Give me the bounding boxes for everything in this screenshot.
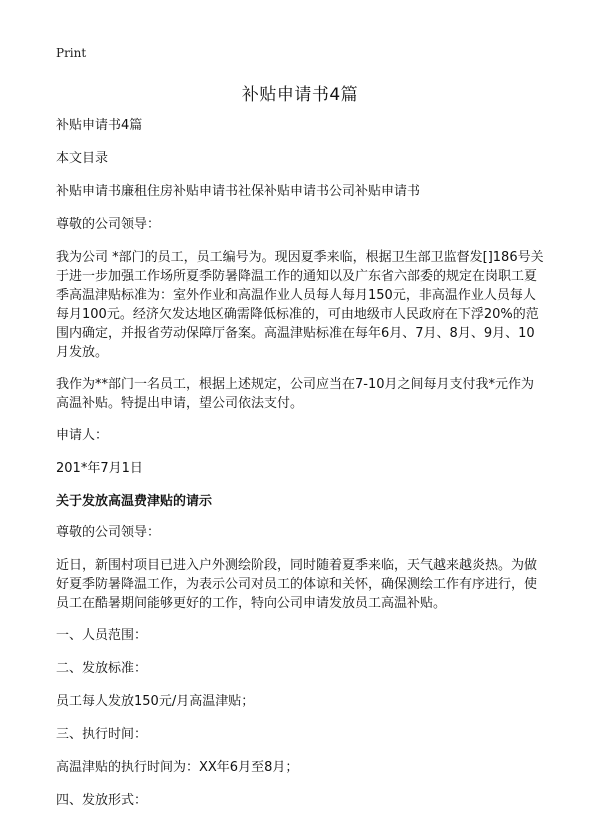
page-title: 补贴申请书4篇 [241,85,359,105]
letter2-paragraph-1: 近日，新围村项目已进入户外测绘阶段，同时随着夏季来临，天气越来越炎热。为做好夏季防暑降温工作，为表示公司对员工的体谅和关怀，确保测绘工作有序进行，使员工在酷暑期间能够更好的工作，特向公司申请发放员工高温补贴。 [56,558,538,611]
letter1-applicant-label: 申请人： [56,428,109,443]
letter2-item-3-value: 高温津贴的执行时间为：XX年6月至8月； [56,760,299,775]
letter2-item-2-value: 员工每人发放150元/月高温津贴； [56,694,255,709]
letter2-item-1: 一、人员范围： [56,628,148,643]
letter1-paragraph-1: 我为公司 *部门的员工，员工编号为。现因夏季来临，根据卫生部卫监督发[]186号关于进一步加强工作场所夏季防暑降温工作的通知以及广东省六部委的规定在岗职工夏季高温津贴标准为：室外作业和高温作业人员每人每月150元，非高温作业人员每人每月100元。经济欠发达地区确需降低标准的，可由地级市人民政府在下浮20%的范围内确定，并报省劳动保障厅备案。高温津贴标准在每年6月、7月、8月、9月、10月发放。 [56,250,544,360]
letter2-item-4: 四、发放形式： [56,793,148,808]
letter2-item-2: 二、发放标准： [56,661,148,676]
letter2-heading: 关于发放高温费津贴的请示 [56,494,213,509]
letter2-item-3: 三、执行时间： [56,727,148,742]
document-subtitle: 补贴申请书4篇 [56,118,143,133]
toc-line: 补贴申请书廉租住房补贴申请书社保补贴申请书公司补贴申请书 [56,184,421,199]
print-link[interactable]: Print [56,46,87,60]
letter1-date: 201*年7月1日 [56,461,143,476]
letter2-salutation: 尊敬的公司领导： [56,525,161,540]
letter1-salutation: 尊敬的公司领导： [56,217,161,232]
toc-heading: 本文目录 [56,151,109,166]
letter1-paragraph-2: 我作为**部门一名员工，根据上述规定，公司应当在7-10月之间每月支付我*元作为高温补贴。特提出申请，望公司依法支付。 [56,377,535,411]
document-body [56,116,546,824]
